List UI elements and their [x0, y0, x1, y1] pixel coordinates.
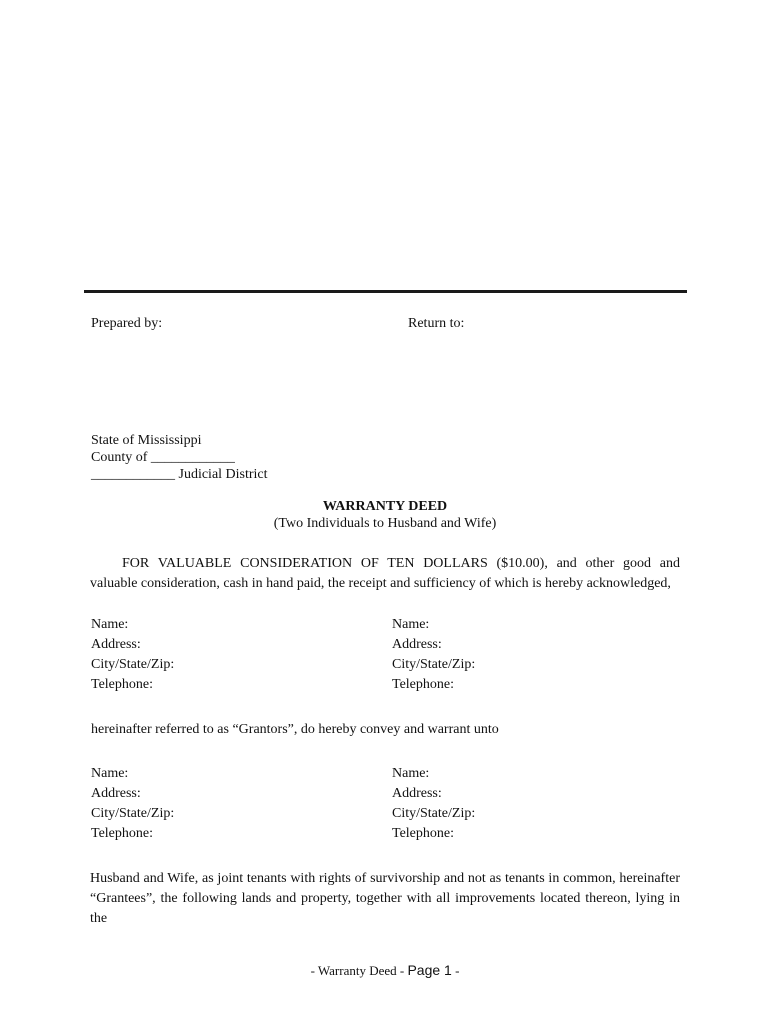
grantors-clause: hereinafter referred to as “Grantors”, do hereby convey and warrant unto — [91, 722, 499, 737]
grantor-1-city-state-zip: City/State/Zip: — [91, 657, 175, 672]
grantee-2-address: Address: — [392, 786, 442, 801]
grantor-1-address: Address: — [91, 637, 141, 652]
prepared-by-label: Prepared by: — [91, 316, 163, 331]
footer-end: - — [451, 963, 460, 978]
grantor-2-telephone: Telephone: — [392, 677, 454, 692]
grantee-1-address: Address: — [91, 786, 141, 801]
grantor-2-name: Name: — [392, 617, 430, 632]
grantee-1-city-state-zip: City/State/Zip: — [91, 806, 175, 821]
grantee-2-telephone: Telephone: — [392, 826, 454, 841]
header-rule — [84, 290, 687, 293]
return-to-label: Return to: — [408, 316, 465, 331]
grantor-1-telephone: Telephone: — [91, 677, 153, 692]
document-subtitle: (Two Individuals to Husband and Wife) — [273, 516, 497, 531]
footer-page-number: Page 1 — [407, 962, 452, 978]
grantor-2-city-state-zip: City/State/Zip: — [392, 657, 476, 672]
grantee-2-city-state-zip: City/State/Zip: — [392, 806, 476, 821]
state-line: State of Mississippi — [91, 433, 202, 448]
footer-doc-label: - Warranty Deed - — [310, 963, 408, 978]
grantee-2-name: Name: — [392, 766, 430, 781]
judicial-district-line: ____________ Judicial District — [91, 467, 268, 482]
grantees-clause-line-1: Husband and Wife, as joint tenants with rights of survivorship and not as tenants in common, hereinafter — [90, 871, 680, 886]
grantee-1-name: Name: — [91, 766, 129, 781]
consideration-line-2: valuable consideration, cash in hand paid, the receipt and sufficiency of which is hereby acknowledged, — [90, 576, 671, 591]
county-line: County of ____________ — [91, 450, 235, 465]
grantee-1-telephone: Telephone: — [91, 826, 153, 841]
grantor-2-address: Address: — [392, 637, 442, 652]
grantees-clause-line-2: “Grantees”, the following lands and property, together with all improvements located thereon, lying in the — [90, 891, 680, 926]
consideration-paragraph — [90, 554, 680, 594]
grantor-1-name: Name: — [91, 617, 129, 632]
page-footer — [0, 962, 770, 979]
grantees-clause-paragraph — [90, 869, 680, 929]
document-title: WARRANTY DEED — [322, 499, 448, 514]
consideration-line-1: FOR VALUABLE CONSIDERATION OF TEN DOLLARS ($10.00), and other good and — [122, 556, 680, 571]
